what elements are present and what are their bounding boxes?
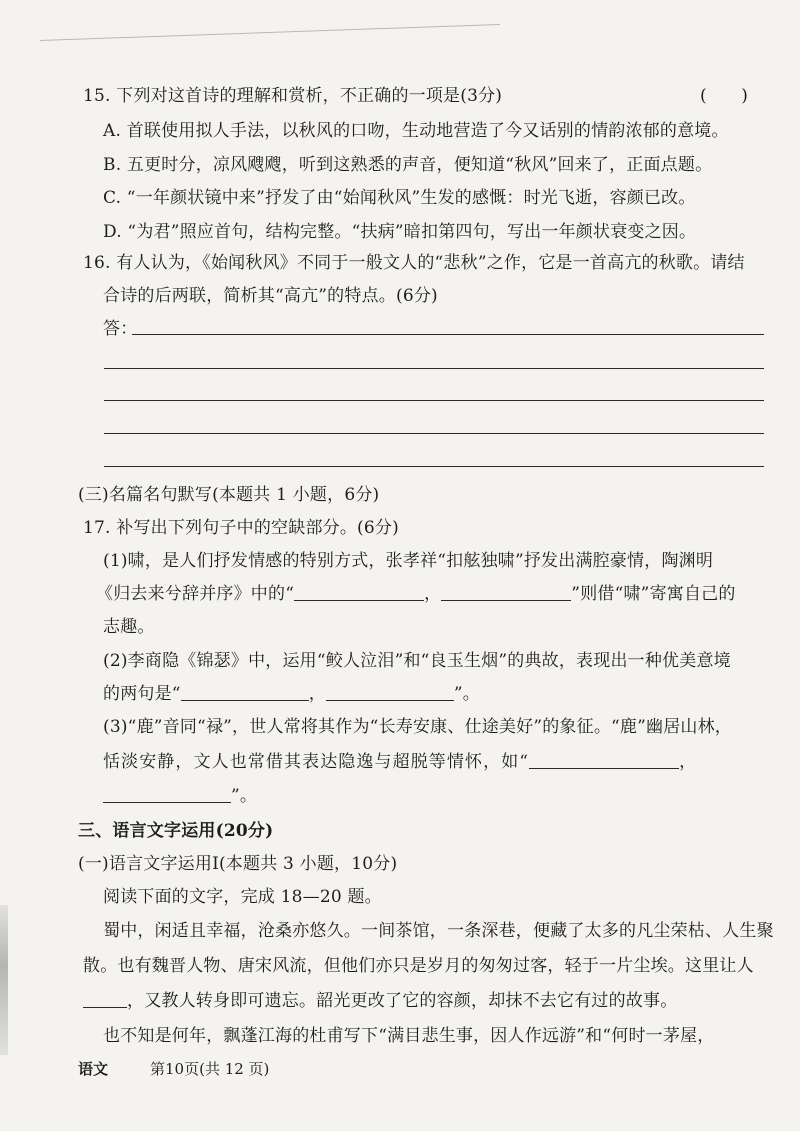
passage-line: 散。也有魏晋人物、唐宋风流，但他们亦只是岁月的匆匆过客，轻于一片尘埃。这里让人 bbox=[83, 956, 754, 976]
footer-subject: 语文 bbox=[78, 1060, 109, 1078]
q15-option-a: A. 首联使用拟人手法，以秋风的口吻，生动地营造了今又话别的情韵浓郁的意境。 bbox=[103, 121, 729, 141]
fill-blank[interactable] bbox=[103, 786, 231, 803]
q15-stem: 15. 下列对这首诗的理解和赏析，不正确的一项是(3分) bbox=[83, 86, 503, 106]
q15-option-b: B. 五更时分，凉风飕飕，听到这熟悉的声音，便知道“秋风”回来了，正面点题。 bbox=[103, 155, 713, 175]
fill-blank[interactable] bbox=[441, 584, 571, 601]
q17-p3-line3 bbox=[103, 785, 257, 807]
answer-line[interactable] bbox=[104, 368, 764, 369]
part-subtitle: (一)语言文字运用Ⅰ(本题共 3 小题，10分) bbox=[78, 854, 398, 874]
fill-blank[interactable] bbox=[83, 991, 127, 1008]
q17-p3-text-c: ”。 bbox=[231, 786, 258, 806]
q17-p1-line1: (1)啸，是人们抒发情感的特别方式，张孝祥“扣舷独啸”抒发出满腔豪情，陶渊明 bbox=[103, 551, 714, 571]
q17-p1-line2 bbox=[96, 583, 736, 605]
q17-p2-text-b: ， bbox=[308, 684, 326, 704]
q16-answer-label: 答： bbox=[103, 319, 138, 339]
q17-p2-line2 bbox=[103, 683, 480, 705]
answer-line[interactable] bbox=[104, 433, 764, 434]
q15-answer-bracket[interactable]: ( ) bbox=[700, 86, 749, 106]
answer-line[interactable] bbox=[104, 400, 764, 401]
q17-p1-text-b: ， bbox=[424, 584, 442, 604]
fill-blank[interactable] bbox=[529, 752, 679, 769]
q17-p1-line3: 志趣。 bbox=[103, 617, 155, 637]
q17-p3-text-a: 恬淡安静，文人也常借其表达隐逸与超脱等情怀，如“ bbox=[103, 752, 530, 772]
q17-p2-line1: (2)李商隐《锦瑟》中，运用“鲛人泣泪”和“良玉生烟”的典故，表现出一种优美意境 bbox=[103, 651, 731, 671]
q15-option-c: C. “一年颜状镜中来”抒发了由“始闻秋风”生发的感慨：时光飞逝，容颜已改。 bbox=[103, 188, 696, 208]
top-rule bbox=[40, 24, 500, 41]
q17-p3-text-b: ， bbox=[679, 752, 698, 772]
footer-page-number: 第10页(共 12 页) bbox=[150, 1060, 270, 1078]
q17-p1-text-c: ”则借“啸”寄寓自己的 bbox=[571, 584, 736, 604]
passage-line: 也不知是何年，飘蓬江海的杜甫写下“满目悲生事，因人作远游”和“何时一茅屋， bbox=[103, 1026, 715, 1046]
q17-p1-text-a: 《归去来兮辞并序》中的“ bbox=[96, 584, 295, 604]
q17-stem: 17. 补写出下列句子中的空缺部分。(6分) bbox=[83, 518, 399, 538]
q16-line1: 16. 有人认为，《始闻秋风》不同于一般文人的“悲秋”之作，它是一首高亢的秋歌。请结 bbox=[83, 253, 745, 273]
reading-instruction: 阅读下面的文字，完成 18—20 题。 bbox=[103, 887, 382, 907]
part-title: 三、语言文字运用(20分) bbox=[78, 821, 274, 841]
q17-p2-text-c: ”。 bbox=[453, 684, 480, 704]
passage-line: 蜀中，闲适且幸福，沧桑亦悠久。一间茶馆，一条深巷，便藏了太多的凡尘荣枯、人生聚 bbox=[103, 921, 774, 941]
passage-text: ，又教人转身即可遗忘。韶光更改了它的容颜，却抹不去它有过的故事。 bbox=[127, 991, 678, 1011]
fill-blank[interactable] bbox=[326, 684, 454, 701]
answer-line[interactable] bbox=[104, 466, 764, 467]
fill-blank[interactable] bbox=[181, 684, 309, 701]
fill-blank[interactable] bbox=[294, 584, 424, 601]
section-header: (三)名篇名句默写(本题共 1 小题，6分) bbox=[78, 485, 380, 505]
q15-option-d: D. “为君”照应首句，结构完整。“扶病”暗扣第四句，写出一年颜状衰变之因。 bbox=[103, 222, 697, 242]
binding-edge bbox=[0, 905, 8, 1055]
q17-p2-text-a: 的两句是“ bbox=[103, 684, 181, 704]
q17-p3-line2 bbox=[103, 751, 697, 773]
q17-p3-line1: (3)“鹿”音同“禄”，世人常将其作为“长寿安康、仕途美好”的象征。“鹿”幽居山林， bbox=[103, 717, 733, 737]
passage-line bbox=[83, 990, 677, 1012]
answer-line[interactable] bbox=[132, 334, 764, 335]
q16-line2: 合诗的后两联，简析其“高亢”的特点。(6分) bbox=[103, 286, 438, 306]
